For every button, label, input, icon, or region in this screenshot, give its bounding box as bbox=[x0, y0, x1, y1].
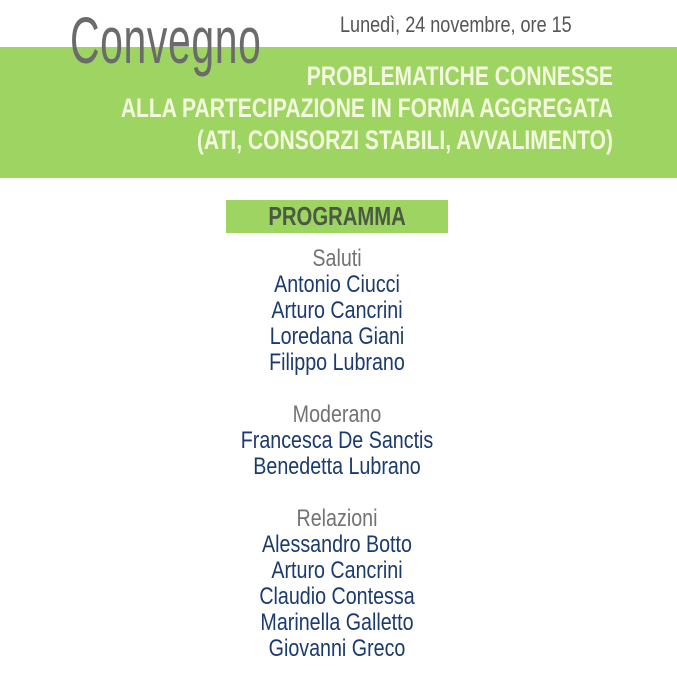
subtitle-line-1: PROBLEMATICHE CONNESSE bbox=[306, 61, 613, 91]
section-relazioni bbox=[137, 506, 537, 662]
speaker-name: Arturo Cancrini bbox=[271, 297, 403, 324]
section-label: Relazioni bbox=[296, 505, 378, 532]
section-label: Moderano bbox=[292, 401, 382, 428]
section-label: Saluti bbox=[312, 245, 362, 272]
speaker-name: Arturo Cancrini bbox=[271, 557, 403, 584]
program-heading-box bbox=[226, 200, 448, 233]
event-subtitle bbox=[0, 60, 613, 156]
speaker-name: Loredana Giani bbox=[269, 323, 405, 350]
subtitle-line-3: (ATI, CONSORZI STABILI, AVVALIMENTO) bbox=[196, 125, 613, 155]
speaker-name: Claudio Contessa bbox=[259, 583, 415, 610]
program-list bbox=[137, 246, 537, 688]
event-title: Convegno bbox=[70, 3, 262, 77]
speaker-name: Benedetta Lubrano bbox=[253, 453, 421, 480]
speaker-name: Antonio Ciucci bbox=[274, 271, 400, 298]
event-date: Lunedì, 24 novembre, ore 15 bbox=[340, 12, 572, 37]
speaker-name: Filippo Lubrano bbox=[269, 349, 405, 376]
subtitle-line-2: ALLA PARTECIPAZIONE IN FORMA AGGREGATA bbox=[120, 93, 613, 123]
speaker-name: Giovanni Greco bbox=[268, 635, 406, 662]
section-moderano bbox=[137, 402, 537, 480]
speaker-name: Marinella Galletto bbox=[260, 609, 414, 636]
program-heading: PROGRAMMA bbox=[268, 201, 406, 231]
speaker-name: Francesca De Sanctis bbox=[240, 427, 434, 454]
speaker-name: Alessandro Botto bbox=[262, 531, 412, 558]
section-saluti bbox=[137, 246, 537, 376]
